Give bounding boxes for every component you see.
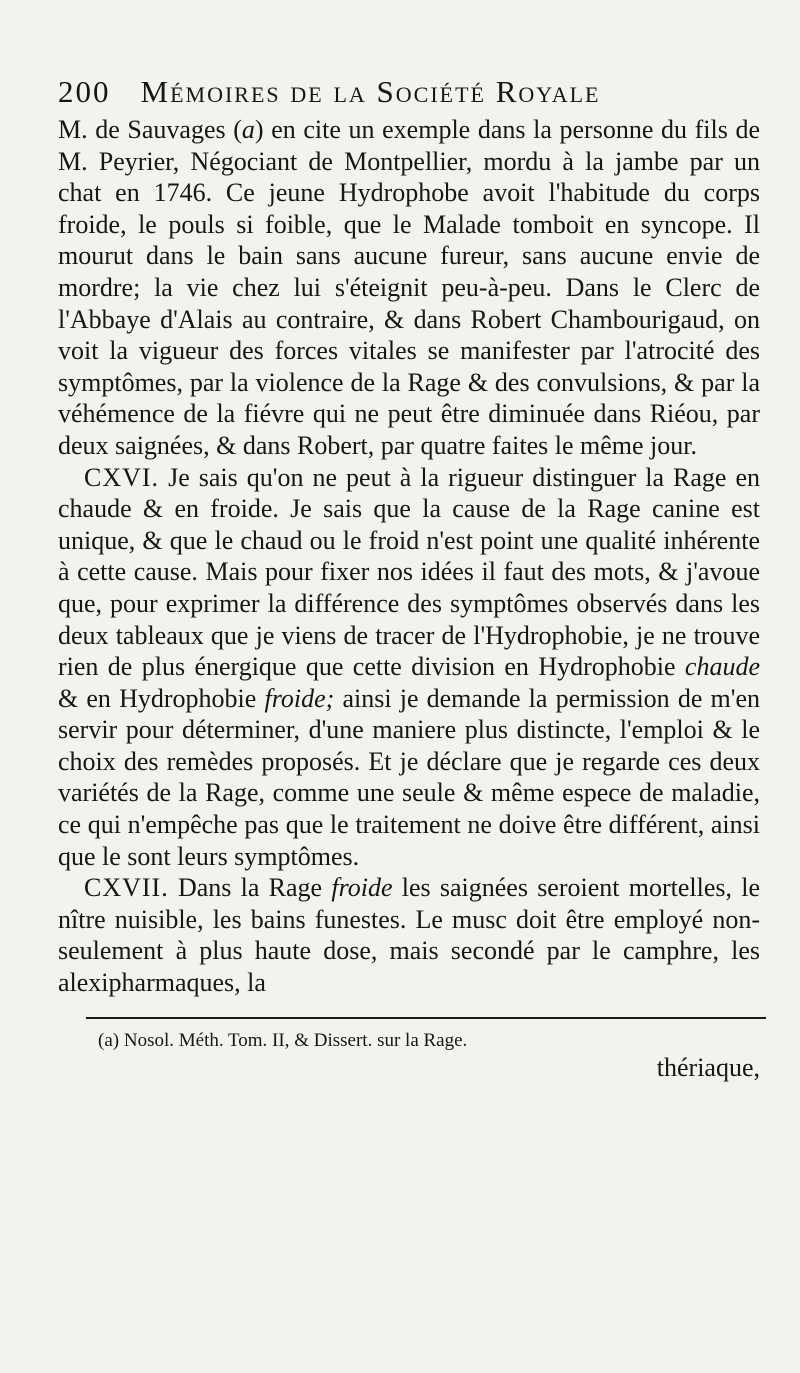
- italic-froide-2: froide: [331, 873, 393, 903]
- running-title: Mémoires de la Société Royale: [140, 74, 601, 109]
- section-number-cxvii: CXVII.: [84, 873, 169, 903]
- paragraph-cxvii-text-b: les saignées seroient mortelles, le nître nuisible, les bains funestes. Le musc doit être employé non-seulement à plus haute dose, mais secondé par le camphre, les alexipharmaques, la: [58, 873, 761, 998]
- italic-froide: froide;: [264, 683, 335, 713]
- paragraph-1-text: ) en cite un exemple dans la personne du fils de M. Peyrier, Négociant de Montpellier, mordu à la jambe par un chat en 1746. Ce jeune Hydrophobe avoit l'habitude du corps froide, le pouls si foible, que le Malade tomboit en syncope. Il mourut dans le bain sans aucune fureur, sans aucune envie de mordre; la vie chez lui s'éteignit peu-à-peu. Dans le Clerc de l'Abbaye d'Alais au contraire, & dans Robert Chambourigaud, on voit la vigueur des forces vitales se manifester par l'atrocité des symptômes, par la violence de la Rage & des convulsions, & par la véhémence de la fiévre qui ne peut être diminuée dans Riéou, par deux saignées, & dans Robert, par quatre faites le même jour.: [58, 115, 761, 460]
- footnote: [98, 1029, 760, 1053]
- page-number: 200: [58, 74, 111, 109]
- paragraph-cxvi: [58, 462, 760, 873]
- italic-chaude: chaude: [684, 652, 760, 682]
- body-text: [58, 114, 760, 999]
- footnote-reference: a: [241, 115, 255, 144]
- paragraph-cxvi-text-c: ainsi je demande la permission de m'en servir pour déterminer, d'une maniere plus distincte, l'emploi & le choix des remèdes proposés. Et je déclare que je regarde ces deux variétés de la Rage, comme une seule & même espece de maladie, ce qui n'empêche pas que le traitement ne doive être différent, ainsi que le sont leurs symptômes.: [58, 683, 760, 871]
- footnote-text: Nosol. Méth. Tom. II, & Dissert. sur la Rage.: [123, 1029, 468, 1051]
- paragraph-cxvi-text-b: & en Hydrophobie: [58, 683, 265, 713]
- section-number-cxvi: CXVI.: [84, 462, 160, 492]
- footnote-marker: (a): [98, 1029, 120, 1051]
- paragraph-cxvii: [58, 872, 760, 998]
- paragraph-1-text-before: M. de Sauvages (: [58, 115, 242, 144]
- paragraph-cxvii-text-a: Dans la Rage: [177, 873, 332, 903]
- paragraph-1: [58, 114, 760, 462]
- paragraph-cxvi-text-a: Je sais qu'on ne peut à la rigueur distinguer la Rage en chaude & en froide. Je sais que la cause de la Rage canine est unique, & que le chaud ou le froid n'est point une qualité inhérente à cette cause. Mais pour fixer nos idées il faut des mots, & j'avoue que, pour exprimer la différence des symptômes observés dans les deux tableaux que je viens de tracer de l'Hydrophobie, je ne trouve rien de plus énergique que cette division en Hydrophobie: [58, 462, 760, 682]
- footnote-rule: [86, 1017, 766, 1019]
- catchword: thériaque,: [656, 1052, 760, 1082]
- running-head: [58, 74, 760, 110]
